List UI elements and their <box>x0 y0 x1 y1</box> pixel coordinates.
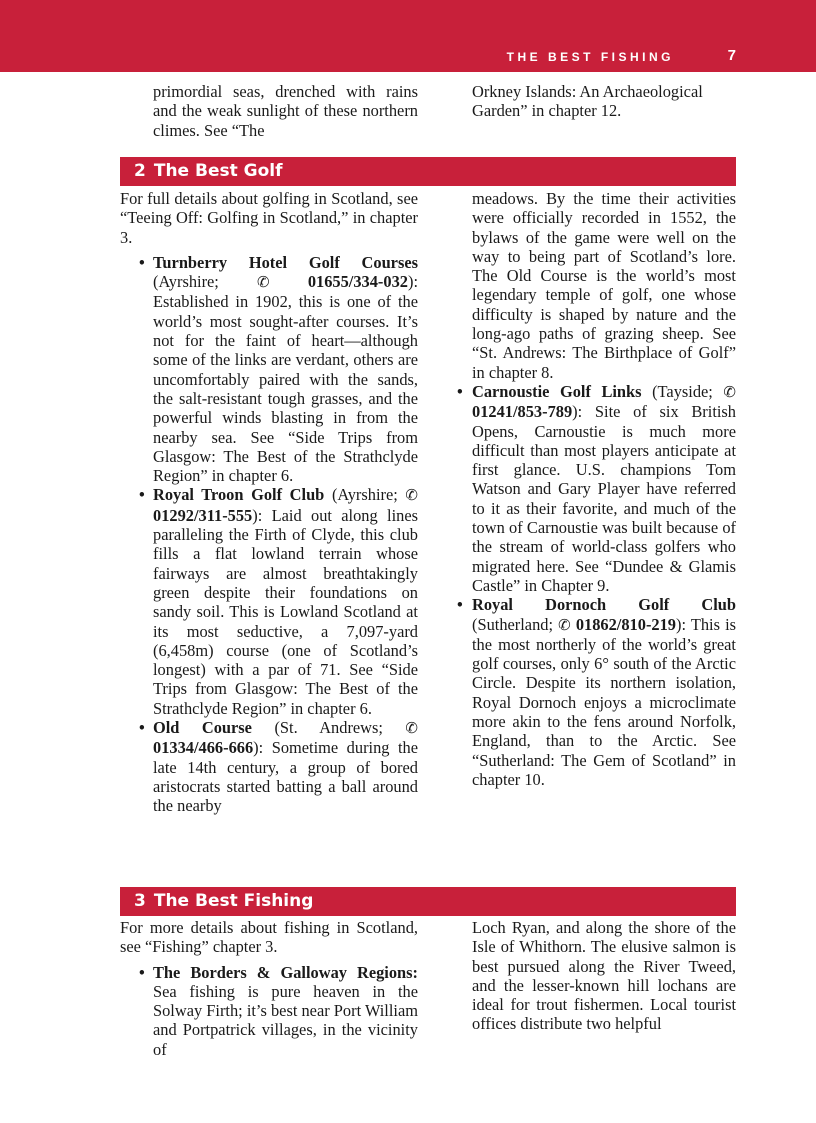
section-number: 3 <box>134 891 146 911</box>
golf-right-column <box>457 189 736 789</box>
course-description: Sometime during the late 14th century, a group of bored aristocrats started batting a ball around the nearby <box>153 738 418 816</box>
list-item-turnberry: • Turnberry Hotel Golf Courses (Ayrshire; ✆ 01655/334-032): Established in 1902, this is one of the world’s most sought-after courses. It’s not for the faint of heart—although some of the links are verdant, others are uncomfortably paired with the sands, the salt-resistant tough grasses, and the powerful winds blasting in from the nearby sea. See “Side Trips from Glasgow: The Best of the Strathclyde Region” in chapter 6. <box>139 252 418 486</box>
header-band <box>0 0 816 72</box>
bullet: • <box>457 381 463 401</box>
course-description-continued: meadows. By the time their activities were officially recorded in 1552, the bylaws of the game were well on the way to being part of Scotland’s lore. The Old Course is the world’s most legendary temple of golf, one whose difficulty is shaped by nature and the long-ago paths of grazing sheep. See “St. Andrews: The Birthplace of Golf” in chapter 8. <box>472 189 736 382</box>
section-heading-fishing <box>120 887 736 916</box>
golf-left-column <box>120 189 418 816</box>
section-title: The Best Golf <box>153 161 283 181</box>
course-description: Laid out along lines paralleling the Firth of Clyde, this club fills a flat lowland terrain whose fairways are almost breathtakingly green despite their foundations on sandy soil. This is Lowland Scotland at its most seductive, a 7,097-yard (6,458m) course (one of Scotland’s longest) with a par of 71. See “Side Trips from Glasgow: The Best of the Strathclyde Region” in chapter 6. <box>153 505 418 718</box>
section-heading-golf <box>120 157 736 186</box>
running-title: THE BEST FISHING <box>506 50 674 64</box>
section-number: 2 <box>134 161 146 181</box>
course-name: Royal Troon Golf Club <box>153 485 325 505</box>
fishing-left-column <box>120 918 418 1059</box>
course-name: Turnberry Hotel Golf Courses <box>153 252 418 272</box>
phone-icon: ✆ <box>723 382 736 401</box>
phone-number: 01292/311-555 <box>153 505 253 525</box>
list-item-borders-galloway <box>120 963 418 1059</box>
bullet: • <box>457 595 463 615</box>
course-name: Old Course <box>153 718 252 738</box>
page-number: 7 <box>727 47 736 64</box>
golf-intro: For full details about golfing in Scotland, see “Teeing Off: Golfing in Scotland,” in chapter 3. <box>120 189 418 247</box>
course-name: Carnoustie Golf Links <box>472 381 642 401</box>
bullet: • <box>139 962 145 982</box>
phone-number: 01334/466-666 <box>153 738 254 758</box>
phone-number: 01862/810-219 <box>575 614 676 634</box>
course-description: Established in 1902, this is one of the world’s most sought-after courses. It’s not for the faint of heart—although some of the links are verdant, others are uncomfortably paired with the sands, the salt-resistant tough grasses, and the powerful winds blasting in from the nearby sea. See “Side Trips from Glasgow: The Best of the Strathclyde Region” in chapter 6. <box>153 292 418 486</box>
list-item-royal-dornoch: • Royal Dornoch Golf Club (Sutherland; ✆ 01862/810-219): This is the most northerly of the world’s great golf courses, only 6° south of the Arctic Circle. Despite its northern isolation, Royal Dornoch enjoys a microclimate more akin to the fens around Norfolk, England, than to the Arctic. See “Sutherland: The Gem of Scotland” in chapter 10. <box>457 595 736 789</box>
list-item-old-course: • Old Course (St. Andrews; ✆ 01334/466-666): Sometime during the late 14th century, a group of bored aristocrats started batting a ball around the nearby <box>139 718 418 816</box>
intro-right-text: Orkney Islands: An Archaeological Garden” in chapter 12. <box>472 82 703 121</box>
list-item-carnoustie: • Carnoustie Golf Links (Tayside; ✆ 01241/853-789): Site of six British Opens, Carnoustie is much more difficult than most players anticipate at first glance. U.S. champions Tom Watson and Gary Player have referred to it as their favorite, and much of the town of Carnoustie was built because of the stream of world-class golfers who migrated here. See “Dundee & Glamis Castle” in Chapter 9. <box>457 381 736 595</box>
phone-icon: ✆ <box>257 273 270 292</box>
fishing-intro: For more details about fishing in Scotland, see “Fishing” chapter 3. <box>120 918 418 957</box>
course-name: Royal Dornoch Golf Club <box>472 595 736 615</box>
fishing-right-column <box>472 918 736 1034</box>
phone-icon: ✆ <box>558 615 571 634</box>
phone-icon: ✆ <box>405 719 418 738</box>
bullet: • <box>139 485 145 505</box>
bullet: • <box>139 252 145 272</box>
list-item-royal-troon: • Royal Troon Golf Club (Ayrshire; ✆ 01292/311-555): Laid out along lines paralleling the Firth of Clyde, this club fills a flat lowland terrain whose fairways are almost breathtakingly green despite their foundations on sandy soil. This is Lowland Scotland at its most seductive, a 7,097-yard (6,458m) course (one of Scotland’s longest) with a par of 71. See “Side Trips from Glasgow: The Best of the Strathclyde Region” in chapter 6. <box>139 485 418 718</box>
phone-icon: ✆ <box>405 486 418 505</box>
region-description: Sea fishing is pure heaven in the Solway Firth; it’s best near Port William and Portpatrick villages, in the vicinity of <box>153 981 418 1059</box>
region-name: The Borders & Galloway Regions: <box>153 962 418 982</box>
phone-number: 01655/334-032 <box>307 272 408 292</box>
section-title: The Best Fishing <box>153 891 314 911</box>
course-description: This is the most northerly of the world’s great golf courses, only 6° south of the Arctic Circle. Despite its northern isolation, Royal Dornoch enjoys a microclimate more akin to the fens around Norfolk, England, than to the Arctic. See “Sutherland: The Gem of Scotland” in chapter 10. <box>472 614 736 789</box>
region-description-continued: Loch Ryan, and along the shore of the Isle of Whithorn. The elusive salmon is best pursued along the River Tweed, and the lesser-known hill lochans are ideal for trout fishermen. Local tourist offices distribute two helpful <box>472 918 736 1034</box>
phone-number: 01241/853-789 <box>472 402 573 422</box>
bullet: • <box>139 718 145 738</box>
course-description: Site of six British Opens, Carnoustie is much more difficult than most players anticipate at first glance. U.S. champions Tom Watson and Gary Player have referred to it as their favorite, and much of the town of Carnoustie was built because of the stream of world-class golfers who migrated here. See “Dundee & Glamis Castle” in Chapter 9. <box>472 402 736 595</box>
intro-left-text: primordial seas, drenched with rains and the weak sunlight of these northern climes. See “The <box>153 82 418 140</box>
